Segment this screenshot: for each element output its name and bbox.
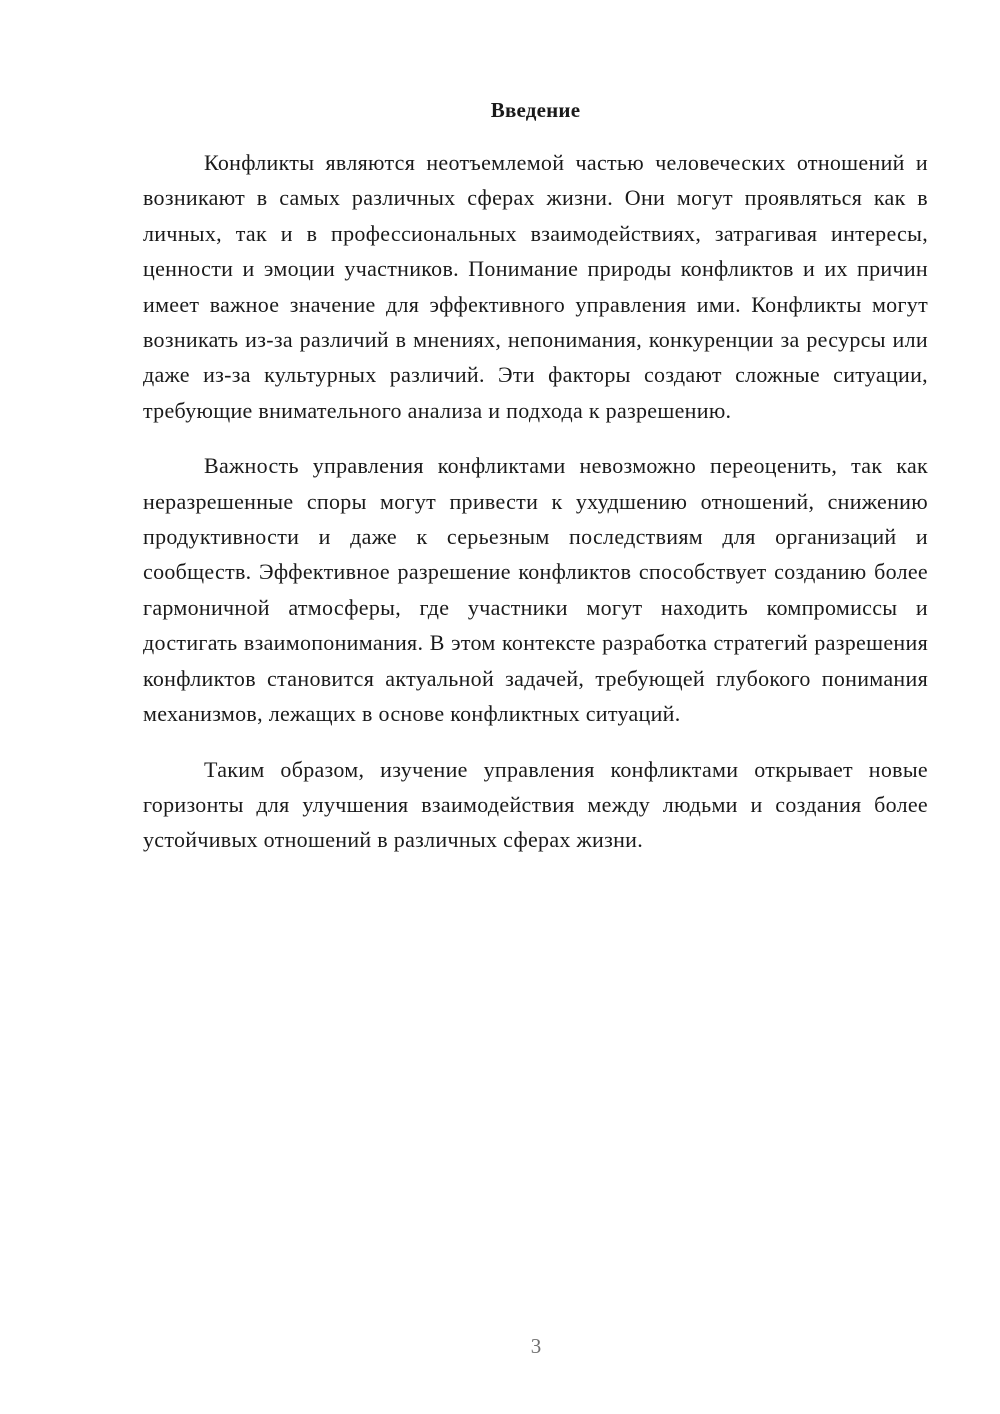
section-heading: Введение bbox=[490, 98, 581, 122]
page-content bbox=[143, 95, 928, 858]
paragraph-2: Важность управления конфликтами невозможно переоценить, так как неразрешенные споры могут привести к ухудшению отношений, снижению продуктивности и даже к серьезным последствиям для организаций и сообществ. Эффективное разрешение конфликтов способствует созданию более гармоничной атмосферы, где участники могут находить компромиссы и достигать взаимопонимания. В этом контексте разработка стратегий разрешения конфликтов становится актуальной задачей, требующей глубокого понимания механизмов, лежащих в основе конфликтных ситуаций. bbox=[143, 453, 928, 727]
paragraph-3: Таким образом, изучение управления конфликтами открывает новые горизонты для улучшения взаимодействия между людьми и создания более устойчивых отношений в различных сферах жизни. bbox=[143, 756, 928, 853]
page-number: 3 bbox=[530, 1334, 542, 1358]
paragraph-1: Конфликты являются неотъемлемой частью человеческих отношений и возникают в самых различных сферах жизни. Они могут проявляться как в личных, так и в профессиональных взаимодействиях, затрагивая интересы, ценности и эмоции участников. Понимание природы конфликтов и их причин имеет важное значение для эффективного управления ими. Конфликты могут возникать из-за различий в мнениях, непонимания, конкуренции за ресурсы или даже из-за культурных различий. Эти факторы создают сложные ситуации, требующие внимательного анализа и подхода к разрешению. bbox=[143, 150, 928, 423]
